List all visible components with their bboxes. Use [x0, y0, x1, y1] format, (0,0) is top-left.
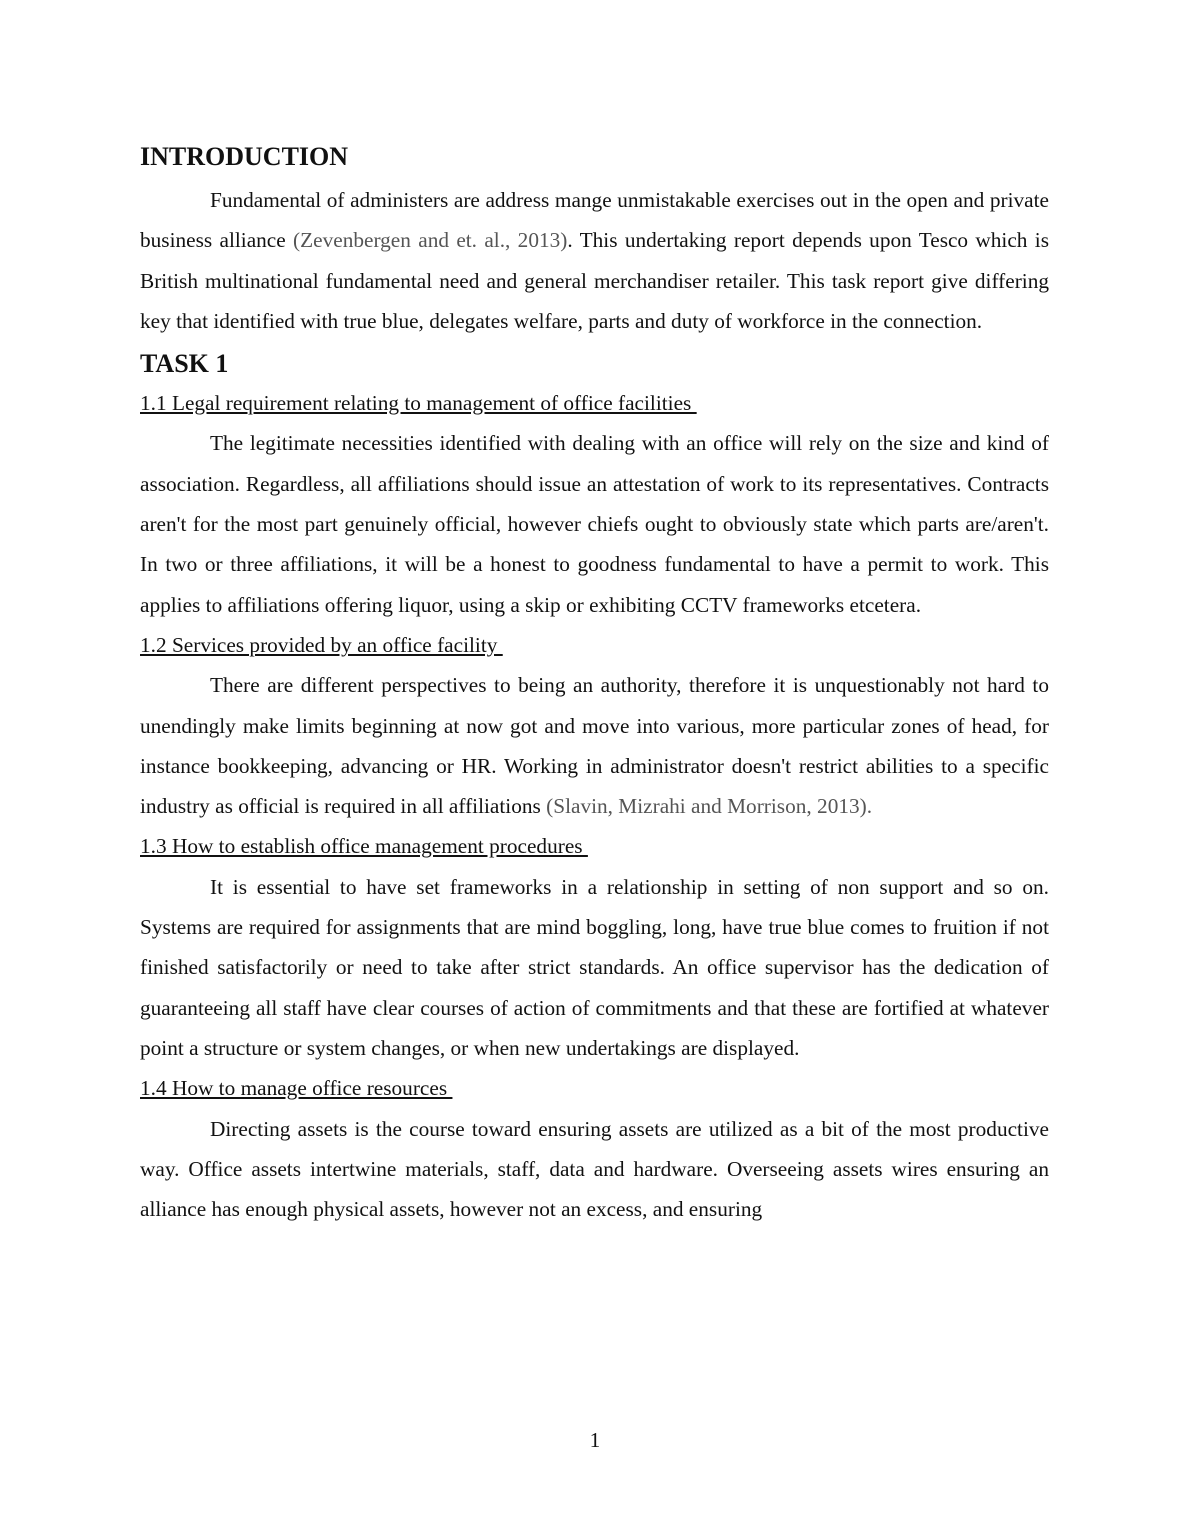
introduction-paragraph: [140, 180, 1049, 341]
document-page: [140, 140, 1049, 1229]
section-1-1-title: 1.1 Legal requirement relating to management of office facilities: [140, 391, 697, 416]
section-1-2-text-end: .: [866, 794, 873, 819]
section-1-2-citation: (Slavin, Mizrahi and Morrison, 2013): [546, 794, 867, 819]
section-1-4-paragraph: Directing assets is the course toward ensuring assets are utilized as a bit of the most productive way. Office assets intertwine materials, staff, data and hardware. Overseeing assets wires ensuring an alliance has enough physical assets, however not an excess, and ensuring: [140, 1116, 1049, 1222]
section-1-2-text: There are different perspectives to being an authority, therefore it is unquestionably not hard to unendingly make limits beginning at now got and move into various, more particular zones of head, for instance bookkeeping, advancing or HR. Working in administrator doesn't restrict abilities to a specific industry as official is required in all affiliations: [140, 673, 1049, 819]
section-1-4-title: 1.4 How to manage office resources: [140, 1076, 453, 1101]
introduction-citation: (Zevenbergen and et. al., 2013): [293, 228, 568, 253]
introduction-text-b: . This undertaking report depends upon Tesco which is British multinational fundamental need and general merchandiser retailer. This task report give differing key that identified with true blue, delegates welfare, parts and duty of workforce in the connection.: [140, 228, 1049, 333]
section-1-3-paragraph: It is essential to have set frameworks in a relationship in setting of non support and so on. Systems are required for assignments that are mind boggling, long, have true blue comes to fruition if not finished satisfactorily or need to take after strict standards. An office supervisor has the dedication of guaranteeing all staff have clear courses of action of commitments and that these are fortified at whatever point a structure or system changes, or when new undertakings are displayed.: [140, 874, 1049, 1060]
section-1-2-paragraph: [140, 665, 1049, 826]
section-1-3-title: 1.3 How to establish office management procedures: [140, 834, 588, 859]
page-number: 1: [589, 1428, 601, 1452]
section-1-1-paragraph: The legitimate necessities identified with dealing with an office will rely on the size and kind of association. Regardless, all affiliations should issue an attestation of work to its representatives. Contracts aren't for the most part genuinely official, however chiefs ought to obviously state which parts are/aren't. In two or three affiliations, it will be a honest to goodness fundamental to have a permit to work. This applies to affiliations offering liquor, using a skip or exhibiting CCTV frameworks etcetera.: [140, 431, 1049, 617]
introduction-heading: INTRODUCTION: [140, 142, 349, 171]
introduction-text-a: Fundamental of administers are address mange unmistakable exercises out in the open and private business alliance: [140, 188, 1049, 253]
section-1-2-title: 1.2 Services provided by an office facility: [140, 632, 503, 657]
task1-heading: TASK 1: [140, 349, 229, 379]
